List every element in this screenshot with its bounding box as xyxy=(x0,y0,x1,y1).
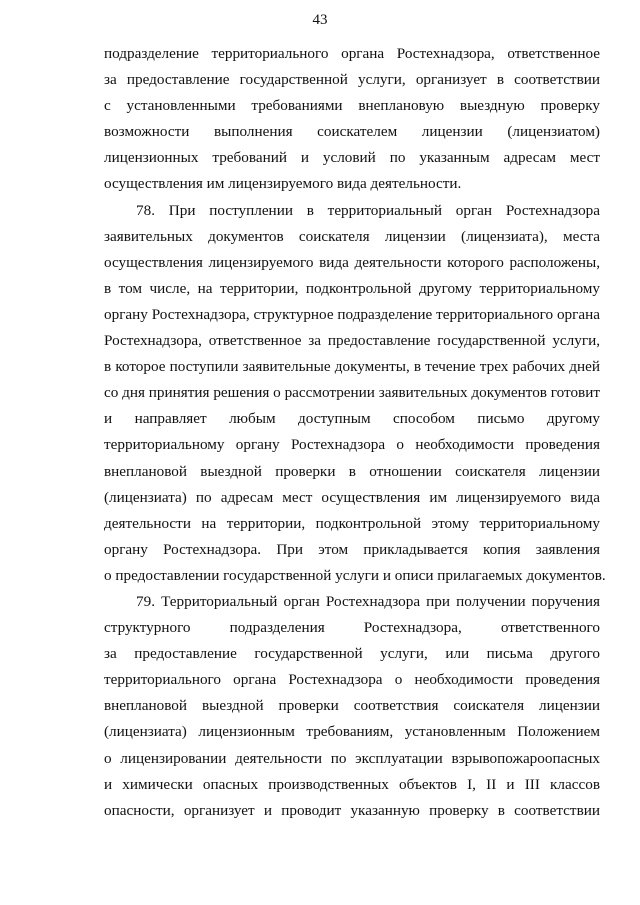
text-line: за предоставление государственной услуги, организует в соответствии xyxy=(104,71,600,89)
text-line: 78. При поступлении в территориальный орган Ростехнадзора xyxy=(136,201,600,219)
text-line: органу Ростехнадзора, структурное подразделение территориального органа xyxy=(104,305,600,323)
paragraph-79 xyxy=(104,589,600,824)
text-line: за предоставление государственной услуги, или письма другого xyxy=(104,645,600,663)
text-line: деятельности на территории, подконтрольной этому территориальному xyxy=(104,514,600,532)
text-line: Ростехнадзора, ответственное за предоставление государственной услуги, xyxy=(104,332,600,350)
text-line: территориального органа Ростехнадзора о необходимости проведения xyxy=(104,671,600,689)
text-line: в том числе, на территории, подконтрольной другому территориальному xyxy=(104,279,600,297)
text-line: в которое поступили заявительные документы, в течение трех рабочих дней xyxy=(104,358,600,376)
paragraph-continuation xyxy=(104,41,600,198)
text-line: со дня принятия решения о рассмотрении заявительных документов готовит xyxy=(104,384,600,402)
text-line: лицензионных требований и условий по указанным адресам мест xyxy=(104,149,600,167)
text-line: 79. Территориальный орган Ростехнадзора при получении поручения xyxy=(136,592,600,610)
paragraph-78 xyxy=(104,198,606,589)
text-line: опасности, организует и проводит указанную проверку в соответствии xyxy=(104,801,600,819)
text-line: внеплановой выездной проверки соответствия соискателя лицензии xyxy=(104,697,600,715)
text-line: (лицензиата) по адресам мест осуществления им лицензируемого вида xyxy=(104,488,600,506)
text-line: структурного подразделения Ростехнадзора, ответственного xyxy=(104,619,600,637)
document-body xyxy=(104,41,606,824)
text-line: осуществления им лицензируемого вида деятельности. xyxy=(104,175,462,193)
text-line: территориальному органу Ростехнадзора о необходимости проведения xyxy=(104,436,600,454)
text-line: органу Ростехнадзора. При этом прикладывается копия заявления xyxy=(104,540,600,558)
text-line: внеплановой выездной проверки в отношении соискателя лицензии xyxy=(104,462,600,480)
text-line: с установленными требованиями внеплановую выездную проверку xyxy=(104,97,600,115)
text-line: и химически опасных производственных объектов I, II и III классов xyxy=(104,775,600,793)
text-line: о лицензировании деятельности по эксплуатации взрывопожароопасных xyxy=(104,749,600,767)
text-line: и направляет любым доступным способом письмо другому xyxy=(104,410,600,428)
text-line: осуществления лицензируемого вида деятельности которого расположены, xyxy=(104,253,600,271)
text-line: заявительных документов соискателя лицензии (лицензиата), места xyxy=(104,227,600,245)
text-line: о предоставлении государственной услуги и описи прилагаемых документов. xyxy=(104,566,606,584)
page-number: 43 xyxy=(312,12,328,28)
text-line: (лицензиата) лицензионным требованиям, установленным Положением xyxy=(104,723,600,741)
text-line: подразделение территориального органа Ростехнадзора, ответственное xyxy=(104,45,600,62)
text-line: возможности выполнения соискателем лицензии (лицензиатом) xyxy=(104,123,600,141)
